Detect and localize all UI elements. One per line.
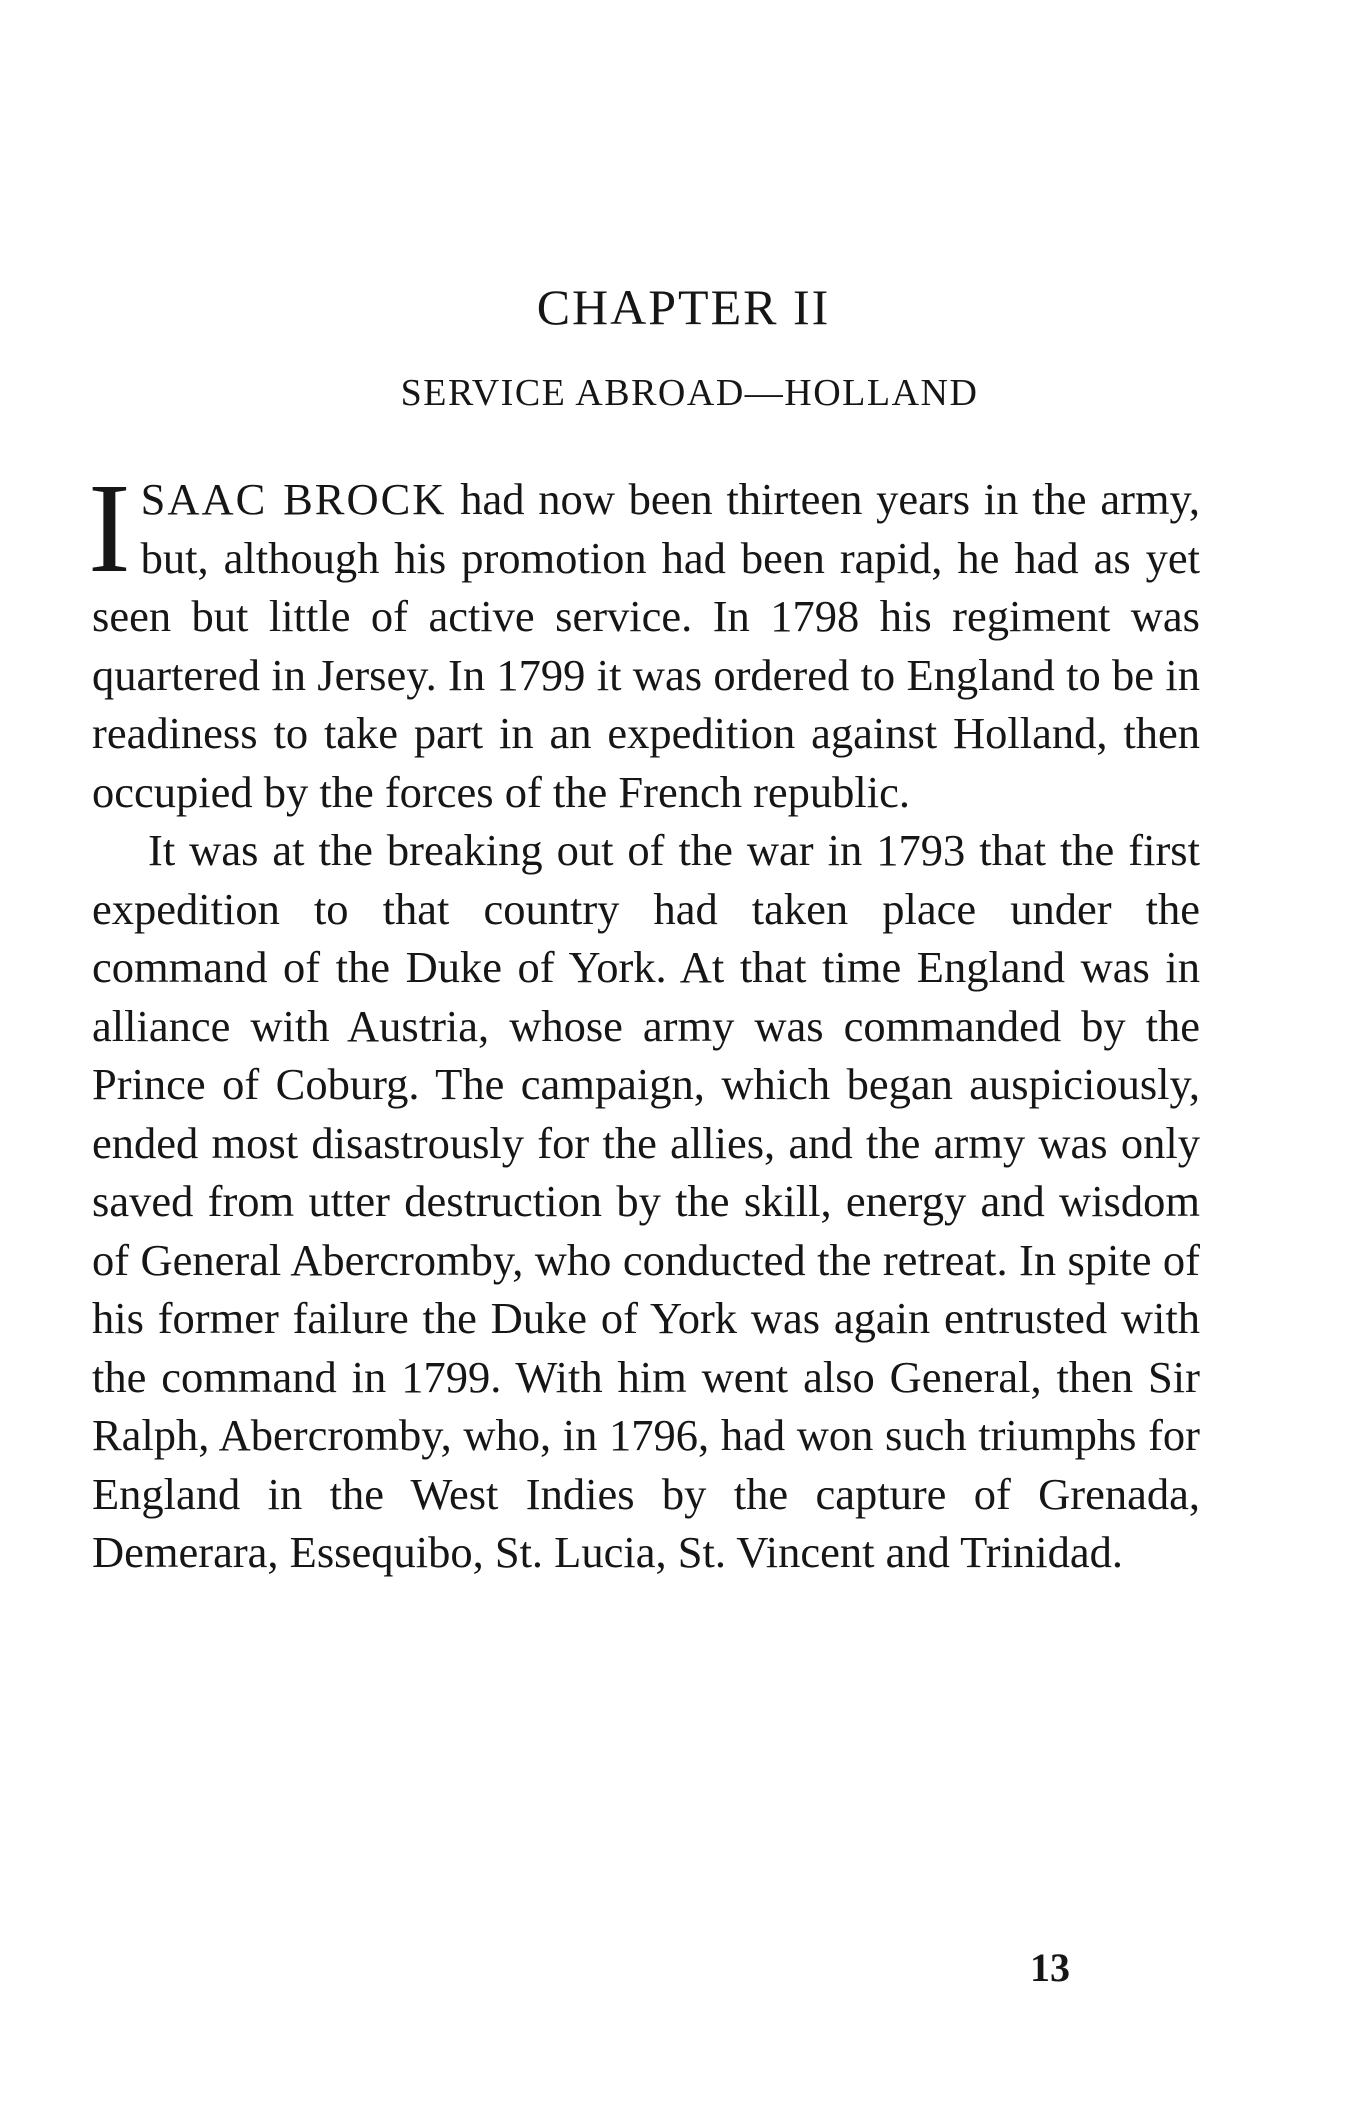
paragraph-text: It was at the breaking out of the war in 1793 that the first expedition to that country had taken place under the command of the Duke of York. At that time England was in alliance with Austria, whose army was commanded by the Prince of Coburg. The campaign, which began auspiciously, ended most disastrously for the allies, and the army was only saved from utter destruction by the skill, energy and wisdom of General Abercromby, who conducted the retreat. In spite of his former failure the Duke of York was again entrusted with the command in 1799. With him went also General, then Sir Ralph, Abercromby, who, in 1796, had won such triumphs for England in the West Indies by the capture of Grenada, Demerara, Essequibo, St. Lucia, St. Vincent and Trinidad. [92,825,1200,1577]
page-number: 13 [1030,1945,1070,1990]
drop-cap: I [88,457,131,599]
body-text [88,457,1200,1582]
paragraph-2 [92,821,1200,1582]
paragraph-text: had now been thirteen years in the army, but, although his promotion had been rapid, he had as yet seen but little of active service. In 1798 his regiment was quartered in Jersey. In 1799 it was ordered to England to be in readiness to take part in an expedition against Holland, then occupied by the forces of the French republic. [92,474,1200,817]
paragraph-1 [88,457,1200,821]
chapter-title: CHAPTER II [536,279,831,335]
paragraph-opening-words: SAAC BROCK [140,474,447,524]
chapter-subtitle: SERVICE ABROAD—HOLLAND [400,372,979,414]
